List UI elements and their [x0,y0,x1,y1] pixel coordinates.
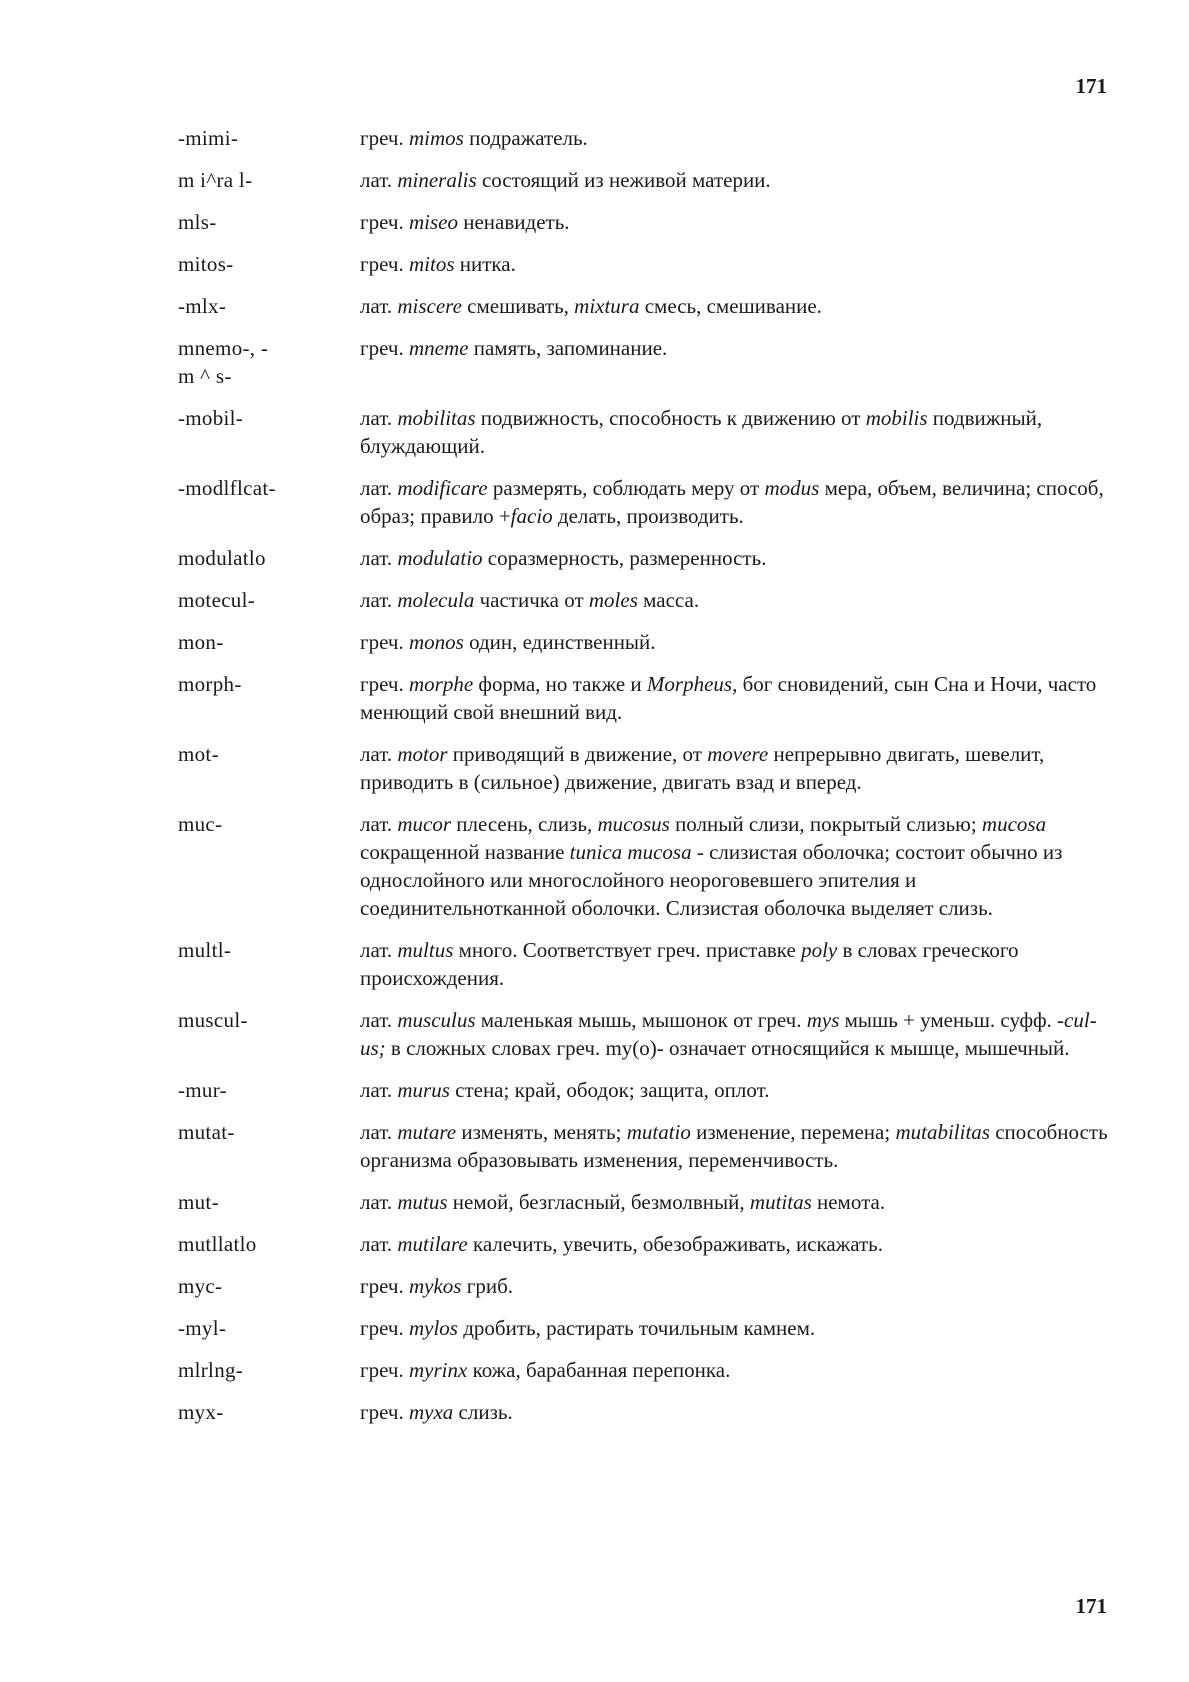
definition-text: лат. [360,742,398,766]
definition-text: смешивать, [461,294,575,318]
definition-italic-term: -cul-us; [360,1008,1097,1060]
entry-term: mut- [178,1190,219,1214]
entry-definition [360,1398,1108,1426]
entry-term: mlrlng- [178,1358,244,1382]
definition-italic-term: mutitas [749,1190,812,1214]
definition-text: маленькая мышь, мышонок от греч. [475,1008,807,1032]
entry-definition [360,124,1108,152]
entry-term: muc- [178,812,223,836]
dictionary-entry [178,810,1108,922]
entry-term: mnemo-, - m ^ s- [178,336,269,388]
entry-term: mon- [178,630,224,654]
definition-italic-term: multus [397,938,454,962]
definition-text: приводящий в движение, от [447,742,708,766]
definition-text: один, единственный. [463,630,656,654]
definition-text: немота. [811,1190,886,1214]
entry-term: myc- [178,1274,223,1298]
entry-definition [360,586,1108,614]
definition-text: частичка от [474,588,589,612]
definition-text: гриб. [461,1274,514,1298]
definition-italic-term: modificare [397,476,488,500]
entry-term: mls- [178,210,217,234]
entry-term: -mobil- [178,406,244,430]
definition-text: соразмерность, размеренность. [482,546,767,570]
definition-text: подражатель. [463,126,588,150]
entry-term: motecul- [178,588,256,612]
entry-definition [360,936,1108,992]
definition-text: состоящий из неживой материи. [476,168,771,192]
entry-term: -myl- [178,1316,227,1340]
definition-text: лат. [360,546,398,570]
definition-italic-term: moles [588,588,638,612]
dictionary-entry [178,1356,1108,1384]
definition-text: размерять, соблюдать меру от [487,476,765,500]
definition-italic-term: mixtura [574,294,640,318]
definition-italic-term: miscere [397,294,462,318]
dictionary-entry [178,1006,1108,1062]
dictionary-entry [178,1314,1108,1342]
definition-text: мышь + уменьш. суфф. [839,1008,1058,1032]
definition-text: сокращенной название [360,840,570,864]
definition-text: подвижный, блуждающий. [360,406,1043,458]
definition-italic-term: Morpheus, [646,672,738,696]
entry-definition [360,1314,1108,1342]
dictionary-entries [178,124,1108,1440]
entry-term: -modlflcat- [178,476,276,500]
definition-italic-term: molecula [397,588,475,612]
dictionary-entry [178,292,1108,320]
definition-text: лат. [360,812,398,836]
definition-text: изменение, перемена; [690,1120,896,1144]
dictionary-entry [178,1076,1108,1104]
definition-text: лат. [360,588,398,612]
definition-text: греч. [360,252,409,276]
dictionary-entry [178,1398,1108,1426]
dictionary-entry [178,1118,1108,1174]
definition-text: в сложных словах греч. my(o)- означает относящийся к мышце, мышечный. [385,1036,1070,1060]
definition-italic-term: morphe [408,672,474,696]
entry-definition [360,1230,1108,1258]
definition-text: лат. [360,1078,398,1102]
definition-text: в словах греческого происхождения. [360,938,1019,990]
definition-italic-term: poly [801,938,838,962]
entry-definition [360,1188,1108,1216]
entry-definition [360,628,1108,656]
definition-italic-term: tunica mucosa [569,840,692,864]
entry-definition [360,740,1108,796]
definition-text: кожа, барабанная перепонка. [467,1358,731,1382]
definition-text: подвижность, способность к движению от [475,406,866,430]
entry-definition [360,208,1108,236]
definition-text: греч. [360,1316,409,1340]
entry-definition [360,1272,1108,1300]
definition-text: нитка. [454,252,516,276]
definition-italic-term: mutatio [626,1120,691,1144]
definition-text: стена; край, ободок; защита, оплот. [449,1078,770,1102]
entry-definition [360,292,1108,320]
entry-term: m i^ra l- [178,168,253,192]
definition-italic-term: mylos [408,1316,458,1340]
definition-text: бог сновидений, сын Сна и Ночи, часто менющий свой внешний вид. [360,672,1097,724]
definition-italic-term: mimos [408,126,464,150]
definition-italic-term: mineralis [397,168,477,192]
definition-text: масса. [637,588,700,612]
dictionary-entry [178,334,1108,390]
definition-italic-term: musculus [397,1008,476,1032]
dictionary-entry [178,208,1108,236]
definition-italic-term: mutare [397,1120,457,1144]
definition-text: лат. [360,476,398,500]
dictionary-entry [178,740,1108,796]
dictionary-entry [178,166,1108,194]
definition-italic-term: mobilitas [397,406,476,430]
dictionary-entry [178,544,1108,572]
dictionary-entry [178,1272,1108,1300]
entry-definition [360,1006,1108,1062]
definition-text: смесь, смешивание. [639,294,822,318]
entry-definition [360,250,1108,278]
definition-text: греч. [360,1274,409,1298]
definition-italic-term: murus [397,1078,450,1102]
definition-text: плесень, слизь, [451,812,598,836]
dictionary-entry [178,936,1108,992]
definition-italic-term: miseo [408,210,458,234]
definition-text: калечить, увечить, обезображивать, искажать. [467,1232,884,1256]
definition-italic-term: mobilis [865,406,928,430]
definition-text: слизь. [453,1400,513,1424]
definition-italic-term: mutus [397,1190,448,1214]
entry-definition [360,1118,1108,1174]
dictionary-entry [178,628,1108,656]
definition-italic-term: mucosus [597,812,670,836]
entry-definition [360,1356,1108,1384]
definition-text: греч. [360,336,409,360]
definition-text: изменять, менять; [456,1120,627,1144]
definition-text: полный слизи, покрытый слизью; [669,812,982,836]
definition-text: греч. [360,1400,409,1424]
definition-text: много. Соответствует греч. приставке [453,938,802,962]
definition-text: греч. [360,210,409,234]
entry-term: -mimi- [178,126,239,150]
definition-italic-term: mutabilitas [895,1120,990,1144]
dictionary-entry [178,474,1108,530]
entry-definition [360,1076,1108,1104]
definition-text: ненавидеть. [457,210,570,234]
definition-text: дробить, растирать точильным камнем. [457,1316,816,1340]
entry-term: mutllatlo [178,1232,257,1256]
definition-italic-term: mneme [408,336,469,360]
definition-italic-term: monos [408,630,464,654]
definition-italic-term: movere [707,742,769,766]
definition-italic-term: mys [806,1008,840,1032]
definition-italic-term: facio [510,504,553,528]
definition-text: делать, производить. [552,504,744,528]
entry-term: -mur- [178,1078,227,1102]
definition-text: способность организма образовывать изменения, переменчивость. [360,1120,1108,1172]
definition-text: лат. [360,1190,398,1214]
definition-text: греч. [360,672,409,696]
entry-definition [360,334,1108,362]
entry-term: -mlx- [178,294,227,318]
definition-italic-term: modus [764,476,820,500]
definition-italic-term: motor [397,742,448,766]
definition-text: лат. [360,1008,398,1032]
entry-term: multl- [178,938,232,962]
dictionary-entry [178,250,1108,278]
page-number-bottom: 171 [1075,1594,1107,1618]
entry-term: modulatlo [178,546,266,570]
definition-italic-term: myxa [408,1400,454,1424]
entry-term: morph- [178,672,242,696]
entry-definition [360,810,1108,922]
definition-italic-term: mutilare [397,1232,468,1256]
entry-term: mitos- [178,252,234,276]
dictionary-entry [178,1230,1108,1258]
dictionary-entry [178,586,1108,614]
definition-text: немой, безгласный, безмолвный, [447,1190,750,1214]
entry-definition [360,544,1108,572]
definition-text: память, запоминание. [468,336,668,360]
entry-term: mot- [178,742,219,766]
definition-italic-term: myrinx [408,1358,468,1382]
definition-text: греч. [360,1358,409,1382]
definition-text: - слизистая оболочка; состоит обычно из однослойного или многослойного неороговевшего эпителия и соединительнотканной оболочки. Слизистая оболочка выделяет слизь. [360,840,1063,920]
entry-definition [360,670,1108,726]
definition-italic-term: mucosa [981,812,1047,836]
definition-italic-term: mitos [408,252,455,276]
definition-text: лат. [360,168,398,192]
entry-term: myx- [178,1400,224,1424]
definition-text: форма, но также и [473,672,647,696]
definition-text: лат. [360,294,398,318]
definition-text: лат. [360,1232,398,1256]
definition-text: лат. [360,1120,398,1144]
entry-term: mutat- [178,1120,235,1144]
definition-text: непрерывно двигать, шевелит, приводить в (сильное) движение, двигать взад и вперед. [360,742,1045,794]
definition-italic-term: mucor [397,812,452,836]
definition-text: греч. [360,126,409,150]
page-number-top: 171 [1075,74,1107,98]
dictionary-entry [178,670,1108,726]
entry-term: muscul- [178,1008,248,1032]
definition-text: лат. [360,406,398,430]
definition-text: греч. [360,630,409,654]
definition-italic-term: modulatio [397,546,483,570]
entry-definition [360,474,1108,530]
dictionary-entry [178,1188,1108,1216]
dictionary-entry [178,124,1108,152]
entry-definition [360,166,1108,194]
definition-text: мера, объем, величина; способ, образ; правило + [360,476,1104,528]
definition-text: лат. [360,938,398,962]
definition-italic-term: mykos [408,1274,462,1298]
dictionary-entry [178,404,1108,460]
entry-definition [360,404,1108,460]
